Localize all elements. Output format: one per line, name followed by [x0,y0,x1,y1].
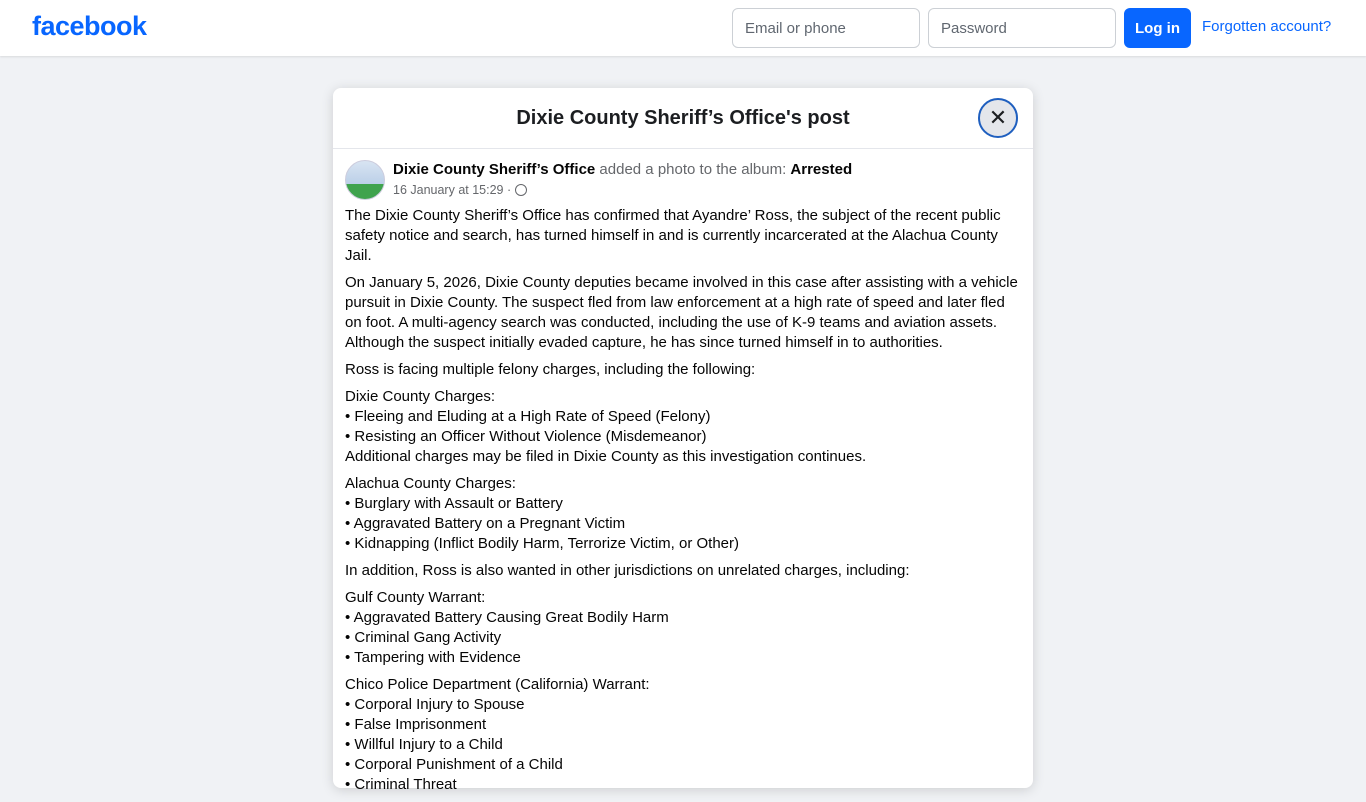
post-paragraph [345,561,1025,581]
post-line: Chico Police Department (California) Warrant: [345,676,650,693]
post-line: Ross is facing multiple felony charges, including the following: [345,361,756,378]
post-line: Although the suspect initially evaded capture, he has since turned himself in to authorities. [345,334,943,351]
post-paragraph [345,588,1025,668]
post-line: • Criminal Gang Activity [345,629,502,646]
password-input[interactable]: Password [928,8,1116,48]
post-line: • Corporal Punishment of a Child [345,756,563,773]
post-paragraph [345,675,1025,795]
post-action: added a photo to the album: [595,161,791,178]
post-line: In addition, Ross is also wanted in other jurisdictions on unrelated charges, including: [345,562,910,579]
close-icon[interactable]: ✕ [978,98,1018,138]
author-link[interactable]: Dixie County Sheriff’s Office [393,161,596,178]
album-link[interactable]: Arrested [790,161,853,178]
post-line: Gulf County Warrant: [345,589,486,606]
post-date[interactable]: 16 January at 15:29 · [393,183,512,197]
avatar[interactable] [345,160,385,200]
globe-icon [515,184,527,196]
email-input[interactable]: Email or phone [732,8,920,48]
modal-title: Dixie County Sheriff’s Office's post [333,88,1033,149]
post-line: safety notice and search, has turned himself in and is currently incarcerated at the Alachua County Jail. [345,227,998,264]
post-line: On January 5, 2026, Dixie County deputies became involved in this case after assisting with a vehicle [345,274,1018,291]
post-line: on foot. A multi-agency search was conducted, including the use of K-9 teams and aviation assets. [345,314,998,331]
post-line: • Corporal Injury to Spouse [345,696,525,713]
post-line: • Resisting an Officer Without Violence (Misdemeanor) [345,428,707,445]
post-line: Alachua County Charges: [345,475,516,492]
post-line: The Dixie County Sheriff’s Office has confirmed that Ayandre’ Ross, the subject of the recent public [345,207,1001,224]
post-line: • Burglary with Assault or Battery [345,495,563,512]
post-line: • Aggravated Battery on a Pregnant Victim [345,515,626,532]
login-button[interactable]: Log in [1124,8,1191,48]
post-paragraph [345,360,1025,380]
post-line: • Kidnapping (Inflict Bodily Harm, Terrorize Victim, or Other) [345,535,739,552]
top-bar [0,0,1366,56]
post-paragraph [345,474,1025,554]
post-line: pursuit in Dixie County. The suspect fled from law enforcement at a high rate of speed and later fled [345,294,1005,311]
post-header [393,161,852,178]
post-modal [333,88,1033,793]
post-line: • Fleeing and Eluding at a High Rate of Speed (Felony) [345,408,711,425]
post-line: • Tampering with Evidence [345,649,521,666]
post-paragraph [345,273,1025,353]
post-body [345,206,1025,802]
post-line: Additional charges may be filed in Dixie County as this investigation continues. [345,448,867,465]
post-line: • False Imprisonment [345,716,487,733]
facebook-logo[interactable]: facebook [32,11,147,41]
forgotten-account-link[interactable]: Forgotten account? [1202,18,1332,35]
post-line: • Criminal Threat [345,776,457,793]
post-paragraph [345,206,1025,266]
post-line: • Aggravated Battery Causing Great Bodily Harm [345,609,669,626]
post-meta [393,183,527,197]
post-line: Dixie County Charges: [345,388,496,405]
post-paragraph [345,387,1025,467]
post-line: • Willful Injury to a Child [345,736,503,753]
